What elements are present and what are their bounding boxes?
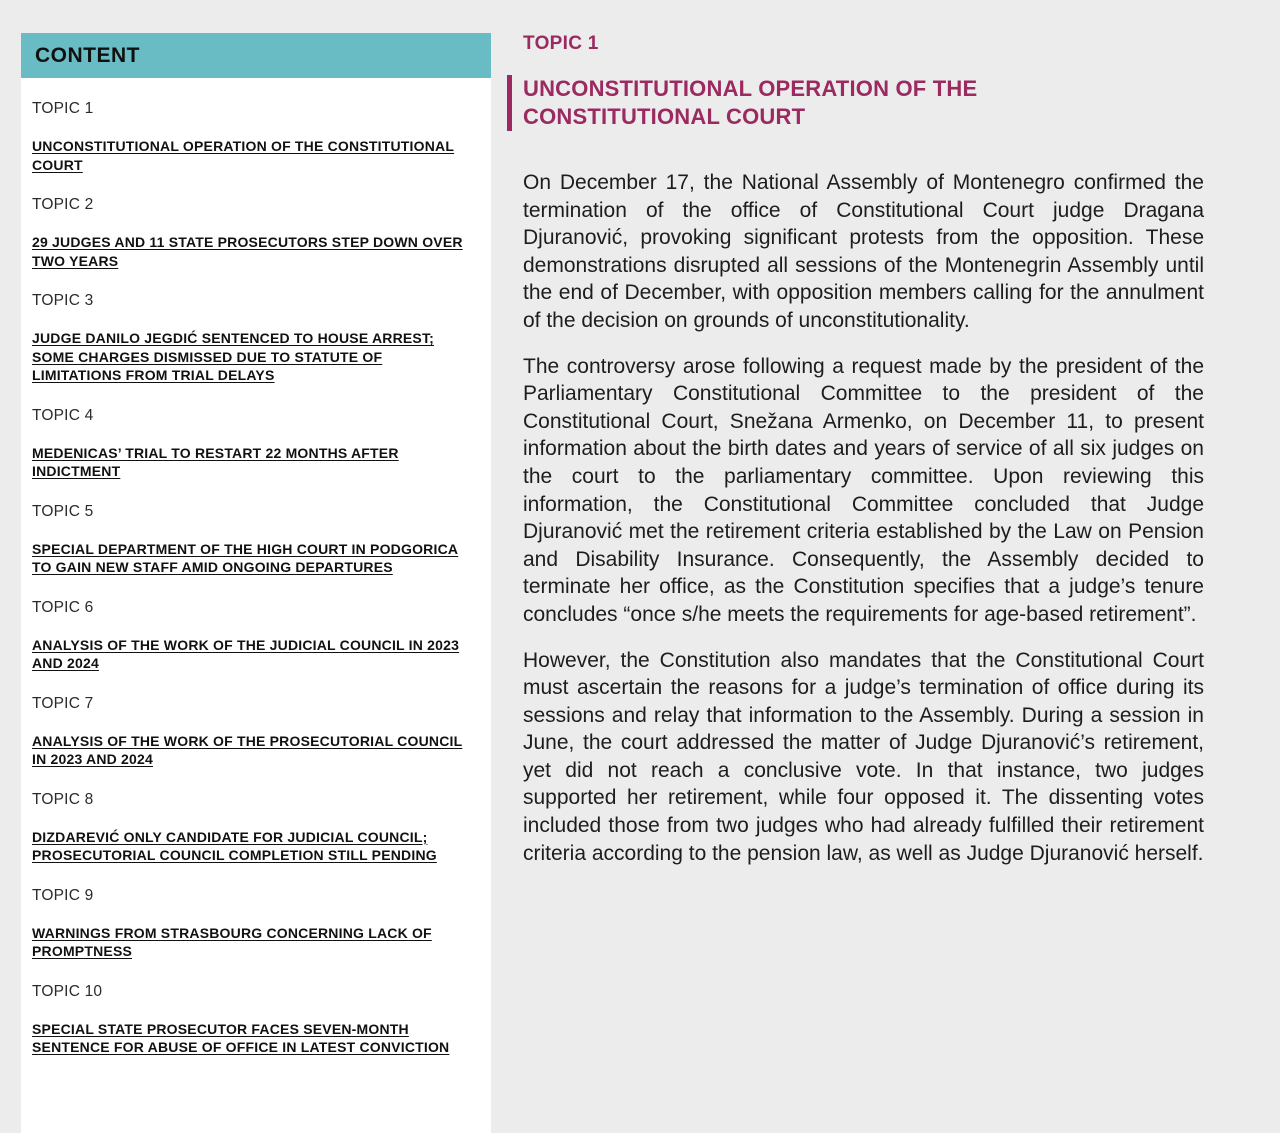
toc-topic-label: TOPIC 5 (32, 502, 94, 520)
toc-topic-label: TOPIC 10 (32, 982, 103, 1000)
article-topic-label: TOPIC 1 (523, 33, 599, 54)
content-header-title: CONTENT (35, 43, 140, 67)
toc-topic-link[interactable]: SPECIAL STATE PROSECUTOR FACES SEVEN-MONTH SENTENCE FOR ABUSE OF OFFICE IN LATEST CONVICTION (32, 1020, 450, 1055)
toc-item (32, 503, 473, 577)
article-paragraph: On December 17, the National Assembly of Montenegro confirmed the termination of the office of Constitutional Court judge Dragana Djuranović, provoking significant protests from the opposition. These demonstrations disrupted all sessions of the Montenegrin Assembly until the end of December, with opposition members calling for the annulment of the decision on grounds of unconstitutionality. (523, 171, 1204, 332)
toc-topic-link[interactable]: MEDENICAS’ TRIAL TO RESTART 22 MONTHS AFTER INDICTMENT (32, 444, 399, 479)
toc-item (32, 791, 473, 865)
toc-topic-link[interactable]: 29 JUDGES AND 11 STATE PROSECUTORS STEP DOWN OVER TWO YEARS (32, 234, 463, 269)
heading-accent-bar (507, 75, 1204, 131)
toc-item (32, 599, 473, 673)
toc-topic-label: TOPIC 1 (32, 100, 94, 117)
toc-topic-label: TOPIC 6 (32, 598, 94, 616)
toc-topic-label: TOPIC 9 (32, 886, 94, 904)
toc-topic-label: TOPIC 4 (32, 406, 94, 424)
article-paragraph: The controversy arose following a request made by the president of the Parliamentary Constitutional Committee to the president of the Constitutional Court, Snežana Armenko, on December 11, to present information about the birth dates and years of service of all six judges on the court to the parliamentary committee. Upon reviewing this information, the Constitutional Committee concluded that Judge Djuranović met the retirement criteria established by the Law on Pension and Disability Insurance. Consequently, the Assembly decided to terminate her office, as the Constitution specifies that a judge’s tenure concludes “once s/he meets the requirements for age-based retirement”. (523, 354, 1204, 626)
toc-topic-link[interactable]: ANALYSIS OF THE WORK OF THE JUDICIAL COUNCIL IN 2023 AND 2024 (32, 636, 460, 671)
toc-item (32, 695, 473, 769)
table-of-contents (21, 33, 491, 1133)
toc-item (32, 292, 473, 385)
content-header (21, 33, 491, 78)
toc-item (32, 407, 473, 481)
toc-item (32, 196, 473, 270)
toc-item (32, 983, 473, 1057)
toc-topic-link[interactable]: SPECIAL DEPARTMENT OF THE HIGH COURT IN PODGORICA TO GAIN NEW STAFF AMID ONGOING DEPARTURES (32, 540, 459, 575)
article-paragraph: However, the Constitution also mandates that the Constitutional Court must ascertain the reasons for a judge’s termination of office during its sessions and relay that information to the Assembly. During a session in June, the court addressed the matter of Judge Djuranović’s retirement, yet did not reach a conclusive vote. In that instance, two judges supported her retirement, while four opposed it. The dissenting votes included those from two judges who had already fulfilled their retirement criteria according to the pension law, as well as Judge Djuranović herself. (523, 648, 1204, 865)
toc-list (21, 100, 491, 1057)
toc-topic-link[interactable]: WARNINGS FROM STRASBOURG CONCERNING LACK OF PROMPTNESS (32, 924, 432, 959)
toc-topic-link[interactable]: DIZDAREVIĆ ONLY CANDIDATE FOR JUDICIAL COUNCIL; PROSECUTORIAL COUNCIL COMPLETION STILL PENDING (32, 828, 437, 863)
article-body (523, 169, 1204, 867)
toc-topic-link[interactable]: JUDGE DANILO JEGDIĆ SENTENCED TO HOUSE ARREST; SOME CHARGES DISMISSED DUE TO STATUTE OF LIMITATIONS FROM TRIAL DELAYS (32, 330, 435, 383)
toc-item (32, 100, 473, 174)
toc-topic-link[interactable]: UNCONSTITUTIONAL OPERATION OF THE CONSTITUTIONAL COURT (32, 138, 455, 173)
toc-topic-label: TOPIC 7 (32, 694, 94, 712)
main-article (523, 0, 1204, 885)
toc-topic-label: TOPIC 8 (32, 790, 94, 808)
toc-topic-label: TOPIC 3 (32, 292, 94, 309)
toc-topic-label: TOPIC 2 (32, 196, 94, 213)
toc-topic-link[interactable]: ANALYSIS OF THE WORK OF THE PROSECUTORIAL COUNCIL IN 2023 AND 2024 (32, 732, 463, 767)
toc-item (32, 887, 473, 961)
article-heading: UNCONSTITUTIONAL OPERATION OF THE CONSTITUTIONAL COURT (523, 76, 978, 129)
